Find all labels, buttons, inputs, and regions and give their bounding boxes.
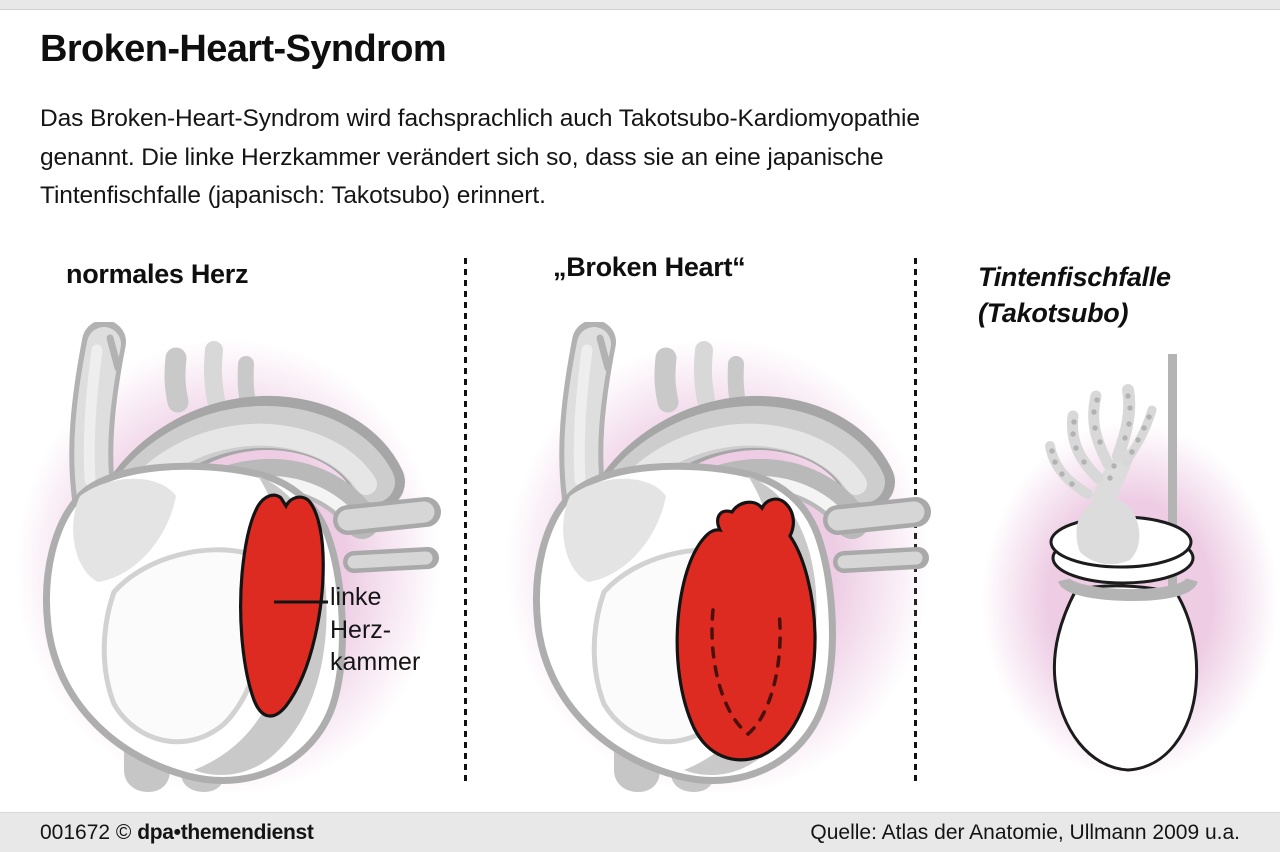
top-strip: [0, 0, 1280, 10]
footer-bar: [0, 812, 1280, 852]
left-ventricle-annotation: [330, 581, 420, 679]
takotsubo-label-line2: (Takotsubo): [978, 298, 1129, 328]
broken-heart-illustration: [508, 322, 948, 792]
panel-label-takotsubo: [978, 259, 1171, 331]
takotsubo-label-line1: Tintenfischfalle: [978, 262, 1171, 292]
takotsubo-illustration: [980, 338, 1280, 780]
intro-line-3: Tintenfischfalle (japanisch: Takotsubo) erinnert.: [40, 182, 546, 209]
panel-label-normal-heart: normales Herz: [66, 259, 249, 289]
footer-code: 001672 ©: [40, 820, 138, 844]
page-title: Broken-Heart-Syndrom: [40, 28, 447, 70]
intro-text: [40, 100, 920, 216]
panel-divider-left: [464, 258, 467, 786]
intro-line-2: genannt. Die linke Herzkammer verändert sich so, dass sie an eine japanische: [40, 143, 884, 171]
annotation-line-1: linke: [330, 583, 382, 611]
footer-source: Quelle: Atlas der Anatomie, Ullmann 2009 u.a.: [810, 820, 1240, 844]
intro-line-1: Das Broken-Heart-Syndrom wird fachsprachlich auch Takotsubo-Kardiomyopathie: [40, 105, 920, 132]
normal-heart-illustration: [18, 322, 458, 792]
footer-brand: dpa•themendienst: [137, 820, 314, 844]
annotation-line-2: Herz-: [330, 615, 392, 644]
footer-credit: [40, 821, 314, 845]
annotation-line-3: kammer: [330, 648, 421, 676]
panel-label-broken-heart: „Broken Heart“: [553, 252, 746, 282]
